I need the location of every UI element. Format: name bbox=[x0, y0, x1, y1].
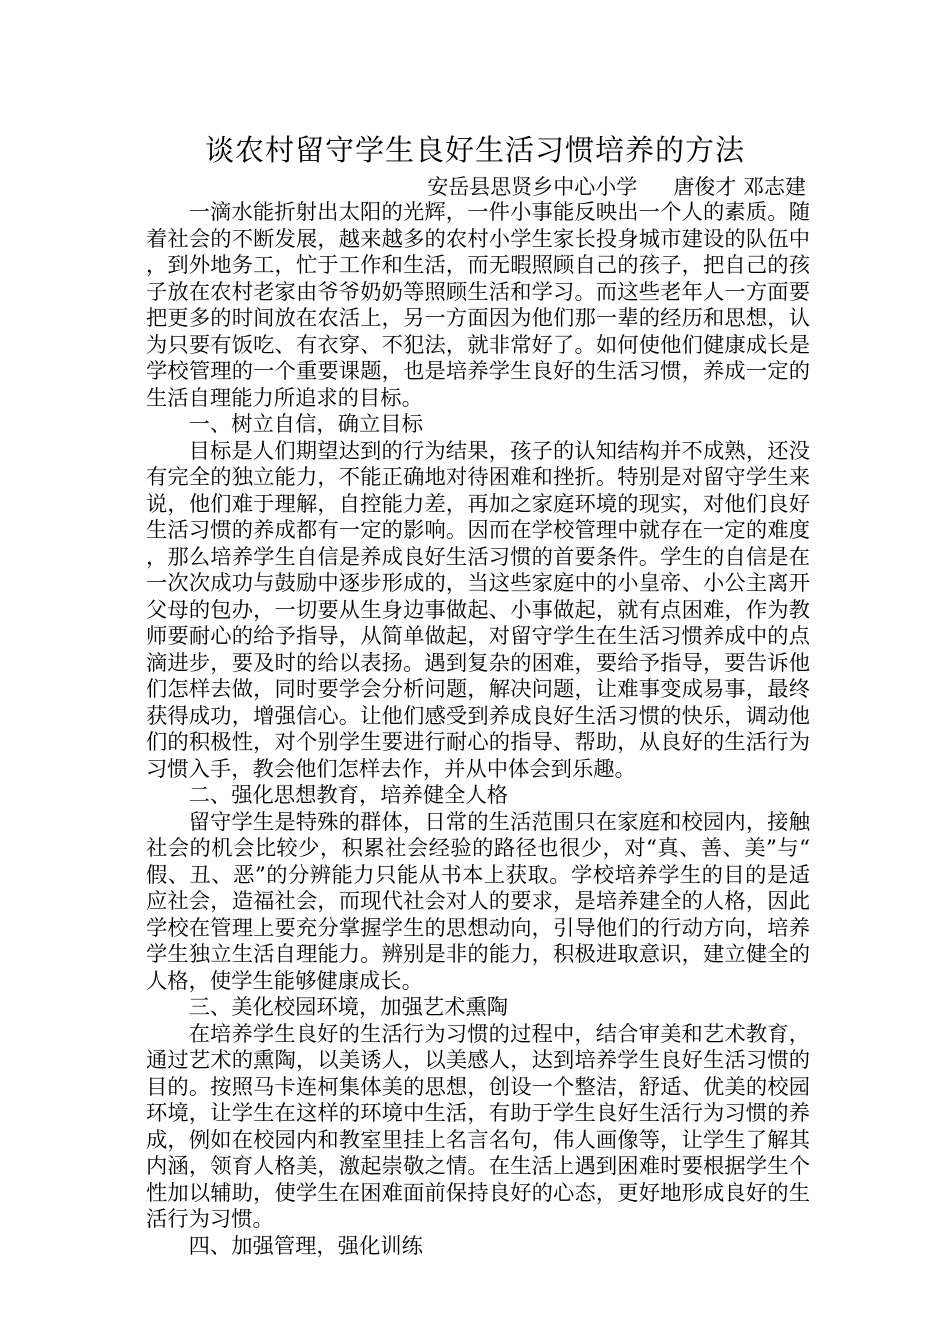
document-title: 谈农村留守学生良好生活习惯培养的方法 bbox=[204, 133, 745, 167]
section-heading-2: 二、强化思想教育，培养健全人格 bbox=[188, 783, 509, 808]
paragraph-section-3: 在培养学生良好的生活行为习惯的过程中，结合审美和艺术教育，通过艺术的熏陶，以美诱人，以美感人，达到培养学生良好生活习惯的目的。按照马卡连柯集体美的思想，创设一个整洁，舒适、优美的校园环境，让学生在这样的环境中生活，有助于学生良好生活行为习惯的养成，例如在校园内和教室里挂上名言名句，伟人画像等，让学生了解其内涵，领育人格美，激起崇敬之情。在生活上遇到困难时要根据学生个性加以辅助，使学生在困难面前保持良好的心态，更好地形成良好的生活行为习惯。 bbox=[146, 1021, 810, 1232]
paragraph-intro: 一滴水能折射出太阳的光辉，一件小事能反映出一个人的素质。随着社会的不断发展，越来越多的农村小学生家长投身城市建设的队伍中，到外地务工，忙于工作和生活，而无暇照顾自己的孩子，把自己的孩子放在农村老家由爷爷奶奶等照顾生活和学习。而这些老年人一方面要把更多的时间放在农活上，另一方面因为他们那一辈的经历和思想，认为只要有饭吃、有衣穿、不犯法，就非常好了。如何使他们健康成长是学校管理的一个重要课题，也是培养学生良好的生活习惯，养成一定的生活自理能力所追求的目标。 bbox=[146, 200, 810, 411]
author-line bbox=[0, 174, 806, 200]
paragraph-section-1: 目标是人们期望达到的行为结果，孩子的认知结构并不成熟，还没有完全的独立能力，不能正确地对待困难和挫折。特别是对留守学生来说，他们难于理解，自控能力差，再加之家庭环境的现实，对他们良好生活习惯的养成都有一定的影响。因而在学校管理中就存在一定的难度，那么培养学生自信是养成良好生活习惯的首要条件。学生的自信是在一次次成功与鼓励中逐步形成的，当这些家庭中的小皇帝、小公主离开父母的包办，一切要从生身边事做起、小事做起，就有点困难，作为教师要耐心的给予指导，从简单做起，对留守学生在生活习惯养成中的点滴进步，要及时的给以表扬。遇到复杂的困难，要给予指导，要告诉他们怎样去做，同时要学会分析问题，解决问题，让难事变成易事，最终获得成功，增强信心。让他们感受到养成良好生活习惯的快乐，调动他们的积极性，对个别学生要进行耐心的指导、帮助，从良好的生活行为习惯入手，教会他们怎样去作，并从中体会到乐趣。 bbox=[146, 438, 810, 782]
author-names: 唐俊才 邓志建 bbox=[673, 175, 806, 199]
paragraph-section-2: 留守学生是特殊的群体，日常的生活范围只在家庭和校园内，接触社会的机会比较少，积累社会经验的路径也很少，对“真、善、美”与“假、丑、恶”的分辨能力只能从书本上获取。学校培养学生的目的是适应社会，造福社会，而现代社会对人的要求，是培养建全的人格，因此学校在管理上要充分掌握学生的思想动向，引导他们的行动方向，培养学生独立生活自理能力。辨别是非的能力，积极进取意识，建立健全的人格，使学生能够健康成长。 bbox=[146, 809, 810, 994]
section-heading-3: 三、美化校园环境，加强艺术熏陶 bbox=[188, 995, 509, 1020]
author-school: 安岳县思贤乡中心小学 bbox=[427, 175, 638, 199]
section-heading-4: 四、加强管理，强化训练 bbox=[188, 1233, 423, 1259]
document-body bbox=[146, 200, 810, 1260]
section-heading-1: 一、树立自信，确立目标 bbox=[188, 412, 423, 437]
